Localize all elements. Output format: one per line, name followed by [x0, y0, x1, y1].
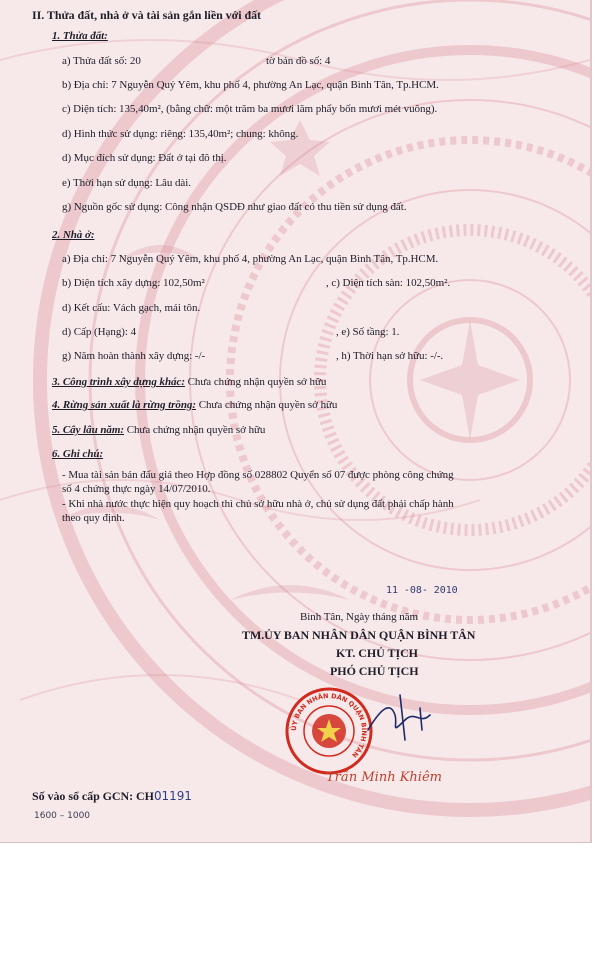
- land-address: b) Địa chỉ: 7 Nguyễn Quý Yêm, khu phố 4, phường An Lạc, quận Bình Tân, Tp.HCM.: [62, 79, 439, 91]
- house-heading: 2. Nhà ở:: [52, 229, 95, 241]
- signatory-title: PHÓ CHỦ TỊCH: [330, 664, 419, 678]
- land-parcel-number: a) Thửa đất số: 20: [62, 55, 141, 67]
- perennial-row: [52, 424, 265, 437]
- forest-value: Chưa chứng nhận quyền sở hữu: [198, 399, 338, 411]
- other-works-row: [52, 376, 326, 389]
- house-address: a) Địa chỉ: 7 Nguyễn Quý Yêm, khu phố 4, phường An Lạc, quận Bình Tân, Tp.HCM.: [62, 253, 439, 265]
- house-structure: d) Kết cấu: Vách gạch, mái tôn.: [62, 302, 201, 314]
- date-stamp: 11 -08- 2010: [386, 585, 458, 596]
- land-use-origin: g) Nguồn gốc sử dụng: Công nhận QSDĐ như giao đất có thu tiền sử dụng đất.: [62, 201, 407, 213]
- notes-line-2: số 4 chứng thực ngày 14/07/2010.: [62, 483, 211, 495]
- other-works-heading: 3. Công trình xây dựng khác:: [52, 376, 185, 388]
- house-floors: , e) Số tầng: 1.: [336, 326, 400, 338]
- section-title: II. Thửa đất, nhà ở và tài sản gắn liền với đất: [32, 8, 261, 22]
- land-heading: 1. Thửa đất:: [52, 30, 108, 42]
- land-use-purpose: d) Mục đích sử dụng: Đất ở tại đô thị.: [62, 152, 227, 164]
- house-completion-year: g) Năm hoàn thành xây dựng: -/-: [62, 350, 206, 362]
- signer-name: Trần Minh Khiêm: [326, 770, 442, 785]
- house-ownership-term: , h) Thời hạn sở hữu: -/-.: [336, 350, 444, 362]
- perennial-value: Chưa chứng nhận quyền sở hữu: [126, 424, 266, 436]
- land-area: c) Diện tích: 135,40m², (bằng chữ: một trăm ba mươi lăm phẩy bốn mươi mét vuông).: [62, 103, 438, 115]
- house-grade: d) Cấp (Hạng): 4: [62, 326, 137, 338]
- stamp-text: ỦY BAN NHÂN DÂN QUẬN BÌNH TÂN: [289, 691, 369, 760]
- registry-label: Số vào sổ cấp GCN: CH: [32, 789, 154, 803]
- notes-line-3: - Khi nhà nước thực hiện quy hoạch thì chủ sở hữu nhà ở, chủ sử dụng đất phải chấp hành: [62, 498, 454, 510]
- notes-heading: 6. Ghi chú:: [52, 448, 104, 460]
- notes-line-1: - Mua tài sản bán đấu giá theo Hợp đồng số 028802 Quyển số 07 được phòng công chứng: [62, 469, 454, 481]
- forest-heading: 4. Rừng sản xuất là rừng trồng:: [52, 399, 196, 411]
- land-use-form: d) Hình thức sử dụng: riêng: 135,40m²; chung: không.: [62, 128, 299, 140]
- place-and-date: Bình Tân, Ngày tháng năm: [300, 611, 419, 623]
- other-works-value: Chưa chứng nhận quyền sở hữu: [187, 376, 327, 388]
- house-floor-area: , c) Diện tích sàn: 102,50m².: [326, 277, 451, 289]
- house-built-area: b) Diện tích xây dựng: 102,50m²: [62, 277, 205, 289]
- land-map-sheet: tờ bản đồ số: 4: [266, 55, 331, 67]
- notes-line-4: theo quy định.: [62, 512, 125, 524]
- perennial-heading: 5. Cây lâu năm:: [52, 424, 124, 436]
- land-use-term: e) Thời hạn sử dụng: Lâu dài.: [62, 177, 191, 189]
- signatory-organization: TM.ỦY BAN NHÂN DÂN QUẬN BÌNH TÂN: [242, 628, 476, 642]
- signatory-role: KT. CHỦ TỊCH: [336, 646, 418, 660]
- registry-number: [32, 790, 192, 803]
- forest-row: [52, 399, 337, 412]
- registry-number-handwritten: 01191: [153, 789, 192, 803]
- handwritten-note: 1600 – 1000: [34, 811, 91, 821]
- handwritten-signature: [360, 690, 450, 750]
